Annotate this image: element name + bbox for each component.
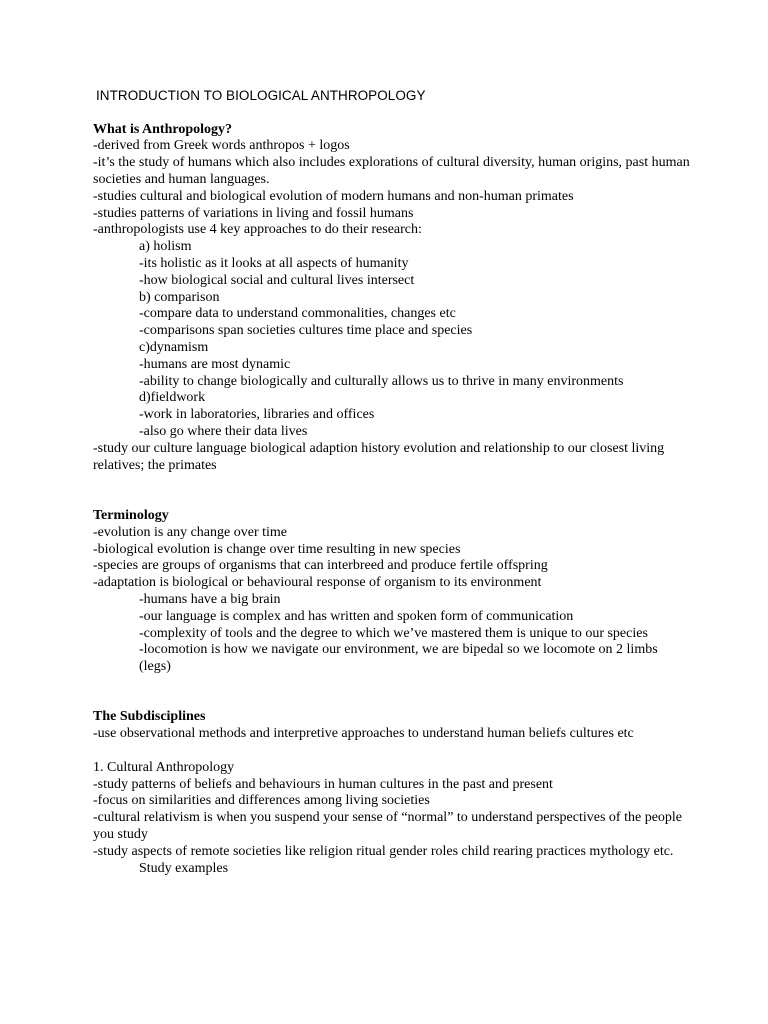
text-line: -anthropologists use 4 key approaches to do their research: [93, 222, 422, 238]
approach-line: -compare data to understand commonalities, changes etc [139, 306, 456, 322]
document-title: INTRODUCTION TO BIOLOGICAL ANTHROPOLOGY [96, 88, 426, 103]
indented-line: Study examples [139, 860, 229, 876]
approach-heading-holism: a) holism [139, 239, 192, 255]
text-line: -studies patterns of variations in living and fossil humans [93, 205, 414, 221]
approach-line: -humans are most dynamic [139, 356, 291, 372]
text-line: -evolution is any change over time [93, 524, 287, 540]
text-line: -biological evolution is change over time resulting in new species [93, 541, 461, 557]
approach-heading-dynamism: c)dynamism [139, 339, 209, 355]
approach-line: -its holistic as it looks at all aspects of humanity [139, 255, 409, 271]
text-line: -it’s the study of humans which also includes explorations of cultural diversity, human origins, past human societies and human languages. [93, 155, 690, 187]
spacer [93, 474, 693, 508]
spacer [93, 676, 693, 710]
indented-line: -humans have a big brain [139, 591, 281, 607]
section-heading-anthropology: What is Anthropology? [93, 121, 232, 137]
text-line: -derived from Greek words anthropos + logos [93, 138, 350, 154]
approach-line: -ability to change biologically and culturally allows us to thrive in many environments [139, 373, 624, 389]
section-heading-subdisciplines: The Subdisciplines [93, 709, 206, 725]
approach-line: -how biological social and cultural lives intersect [139, 272, 415, 288]
approach-line: -also go where their data lives [139, 423, 308, 439]
approach-line: -work in laboratories, libraries and offices [139, 407, 375, 423]
text-line: -focus on similarities and differences among living societies [93, 793, 430, 809]
text-line: -studies cultural and biological evolution of modern humans and non-human primates [93, 188, 574, 204]
approach-heading-comparison: b) comparison [139, 289, 220, 305]
text-line: -study our culture language biological adaption history evolution and relationship to our closest living relatives; the primates [93, 440, 665, 473]
approach-line: -comparisons span societies cultures time place and species [139, 323, 473, 339]
section-heading-terminology: Terminology [93, 507, 169, 523]
subsection-heading-cultural: 1. Cultural Anthropology [93, 759, 235, 775]
text-line: -study aspects of remote societies like religion ritual gender roles child rearing practices mythology etc. [93, 843, 674, 859]
indented-line: -locomotion is how we navigate our environment, we are bipedal so we locomote on 2 limbs (legs) [139, 642, 658, 675]
text-line: -species are groups of organisms that can interbreed and produce fertile offspring [93, 558, 548, 574]
indented-line: -complexity of tools and the degree to which we’ve mastered them is unique to our species [139, 625, 648, 641]
text-line: -adaptation is biological or behavioural response of organism to its environment [93, 575, 542, 591]
text-line: -cultural relativism is when you suspend your sense of “normal” to understand perspectives of the people you study [93, 810, 683, 843]
text-line: -study patterns of beliefs and behaviours in human cultures in the past and present [93, 776, 553, 792]
text-line: -use observational methods and interpretive approaches to understand human beliefs cultures etc [93, 726, 634, 742]
document-page [93, 88, 693, 877]
indented-line: -our language is complex and has written and spoken form of communication [139, 608, 574, 624]
approach-heading-fieldwork: d)fieldwork [139, 390, 206, 406]
spacer [93, 743, 693, 760]
